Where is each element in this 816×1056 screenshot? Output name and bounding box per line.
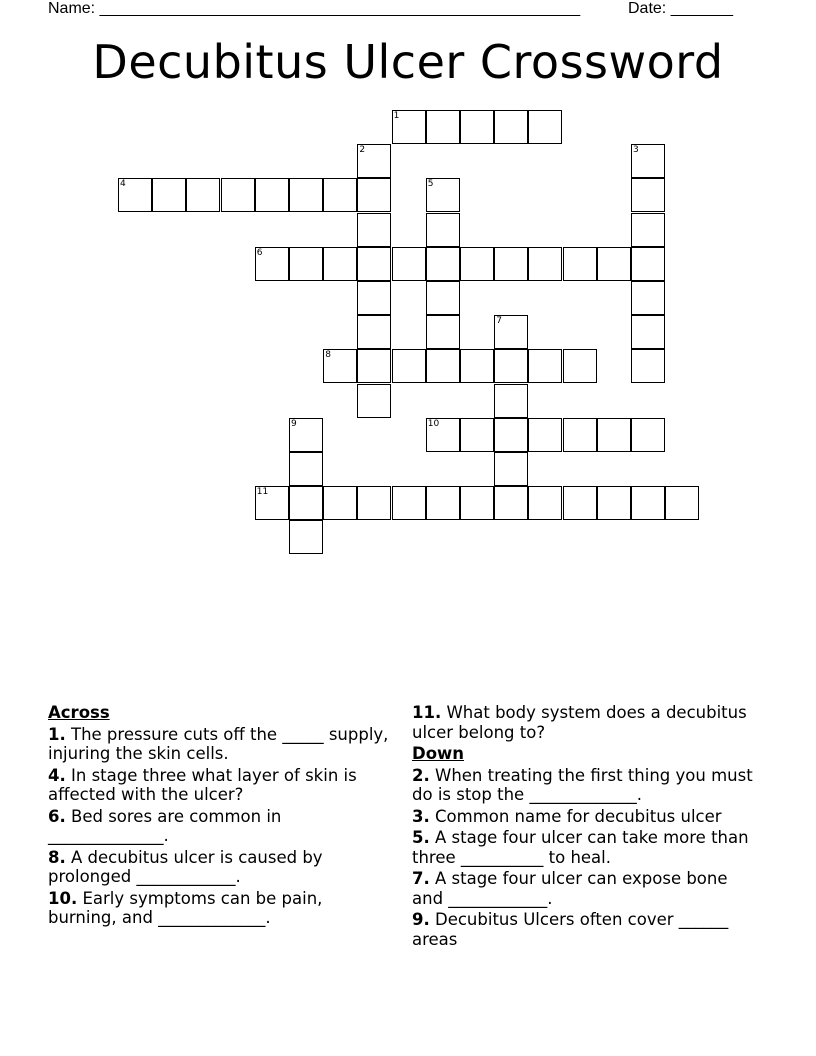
crossword-cell[interactable] (357, 315, 391, 349)
clue-text: When treating the first thing you must do is stop the _____________. (412, 765, 753, 804)
crossword-cell[interactable] (631, 418, 665, 452)
crossword-cell[interactable] (357, 144, 391, 178)
crossword-cell[interactable] (460, 486, 494, 520)
crossword-cell[interactable] (494, 384, 528, 418)
crossword-cell[interactable] (494, 315, 528, 349)
crossword-cell[interactable] (631, 281, 665, 315)
crossword-cell[interactable] (528, 349, 562, 383)
clue-number: 1. (48, 724, 66, 744)
clue-number-label: 8 (325, 350, 331, 361)
crossword-cell[interactable] (289, 452, 323, 486)
crossword-cell[interactable] (631, 315, 665, 349)
crossword-cell[interactable] (357, 349, 391, 383)
crossword-cell[interactable] (357, 384, 391, 418)
clue-text: A stage four ulcer can take more than three __________ to heal. (412, 828, 749, 867)
crossword-cell[interactable] (631, 144, 665, 178)
crossword-cell[interactable] (563, 418, 597, 452)
crossword-cell[interactable] (460, 418, 494, 452)
crossword-cell[interactable] (563, 247, 597, 281)
crossword-cell[interactable] (152, 178, 186, 212)
crossword-cell[interactable] (597, 418, 631, 452)
clue-text: The pressure cuts off the _____ supply, injuring the skin cells. (48, 724, 389, 763)
crossword-cell[interactable] (323, 178, 357, 212)
crossword-cell[interactable] (494, 247, 528, 281)
across-clue-4 (48, 766, 393, 805)
crossword-cell[interactable] (631, 486, 665, 520)
clue-text: Decubitus Ulcers often cover ______ areas (412, 910, 729, 949)
crossword-cell[interactable] (426, 247, 460, 281)
crossword-cell[interactable] (460, 349, 494, 383)
crossword-cell[interactable] (631, 247, 665, 281)
crossword-cell[interactable] (255, 486, 289, 520)
crossword-cell[interactable] (186, 178, 220, 212)
crossword-cell[interactable] (494, 349, 528, 383)
clue-number-label: 6 (256, 247, 263, 258)
crossword-cell[interactable] (323, 486, 357, 520)
clue-number-label: 1 (393, 111, 400, 121)
crossword-cell[interactable] (392, 349, 426, 383)
crossword-cell[interactable] (289, 247, 323, 281)
crossword-cell[interactable] (528, 418, 562, 452)
crossword-cell[interactable] (494, 452, 528, 486)
name-field[interactable]: Name: ______________________________________________________ (48, 0, 581, 17)
clue-number: 2. (412, 765, 430, 785)
clue-number: 3. (412, 806, 430, 826)
clue-number: 6. (48, 806, 66, 826)
clue-number-label: 7 (496, 316, 502, 327)
crossword-cell[interactable] (631, 178, 665, 212)
clue-number: 8. (48, 847, 66, 867)
crossword-cell[interactable] (528, 110, 562, 144)
clue-number: 4. (48, 765, 66, 785)
down-clue-3 (412, 807, 762, 827)
page-title: Decubitus Ulcer Crossword (92, 35, 724, 89)
across-clue-1 (48, 725, 393, 764)
crossword-cell[interactable] (255, 247, 289, 281)
crossword-cell[interactable] (118, 178, 152, 212)
clues-left-column (48, 703, 393, 930)
down-clue-9 (412, 910, 762, 949)
crossword-cell[interactable] (563, 486, 597, 520)
crossword-cell[interactable] (460, 247, 494, 281)
crossword-cell[interactable] (631, 349, 665, 383)
crossword-cell[interactable] (392, 486, 426, 520)
crossword-cell[interactable] (494, 110, 528, 144)
down-clue-7 (412, 869, 762, 908)
clue-text: What body system does a decubitus ulcer belong to? (412, 703, 747, 742)
date-field[interactable]: Date: _______ (628, 0, 733, 17)
crossword-cell[interactable] (631, 213, 665, 247)
clue-text: A stage four ulcer can expose bone and ____________. (412, 869, 728, 908)
crossword-cell[interactable] (528, 247, 562, 281)
crossword-cell[interactable] (494, 486, 528, 520)
crossword-cell[interactable] (528, 486, 562, 520)
crossword-cell[interactable] (392, 247, 426, 281)
clue-number-label: 9 (291, 418, 297, 429)
clue-text: Early symptoms can be pain, burning, and _____________. (48, 888, 323, 927)
clue-text: Common name for decubitus ulcer (435, 806, 722, 826)
crossword-cell[interactable] (426, 349, 460, 383)
crossword-cell[interactable] (221, 178, 255, 212)
across-clue-11 (412, 703, 762, 742)
clues-right-column (412, 703, 762, 951)
clue-number-label: 4 (120, 179, 126, 190)
clue-text: A decubitus ulcer is caused by prolonged ____________. (48, 847, 323, 886)
crossword-cell[interactable] (357, 486, 391, 520)
crossword-cell[interactable] (597, 486, 631, 520)
crossword-cell[interactable] (426, 281, 460, 315)
crossword-cell[interactable] (426, 418, 460, 452)
crossword-cell[interactable] (357, 281, 391, 315)
clue-number: 11. (412, 703, 442, 722)
crossword-cell[interactable] (289, 520, 323, 554)
crossword-cell[interactable] (289, 486, 323, 520)
crossword-cell[interactable] (460, 110, 494, 144)
crossword-cell[interactable] (392, 110, 426, 144)
across-clue-6 (48, 807, 393, 846)
clue-text: In stage three what layer of skin is affected with the ulcer? (48, 765, 357, 804)
down-heading: Down (412, 744, 465, 763)
clue-number: 7. (412, 869, 430, 888)
down-clue-2 (412, 766, 762, 805)
crossword-cell[interactable] (323, 247, 357, 281)
crossword-cell[interactable] (597, 247, 631, 281)
down-clue-5 (412, 828, 762, 867)
across-heading: Across (48, 703, 110, 722)
crossword-cell[interactable] (357, 178, 391, 212)
across-clue-8 (48, 848, 393, 887)
clue-number-label: 5 (427, 179, 434, 190)
crossword-cell[interactable] (426, 213, 460, 247)
crossword-cell[interactable] (665, 486, 699, 520)
crossword-cell[interactable] (323, 349, 357, 383)
crossword-cell[interactable] (289, 418, 323, 452)
crossword-cell[interactable] (426, 315, 460, 349)
crossword-cell[interactable] (357, 213, 391, 247)
crossword-cell[interactable] (426, 486, 460, 520)
clue-number-label: 3 (633, 145, 639, 156)
clue-number-label: 10 (427, 418, 440, 429)
crossword-cell[interactable] (289, 178, 323, 212)
clue-number-label: 11 (256, 487, 269, 498)
crossword-cell[interactable] (426, 178, 460, 212)
crossword-cell[interactable] (494, 418, 528, 452)
clue-number-label: 2 (359, 145, 366, 156)
clue-number: 10. (48, 888, 78, 908)
clue-number: 9. (412, 910, 430, 929)
clue-number: 5. (412, 828, 430, 847)
clue-text: Bed sores are common in ______________. (48, 806, 282, 845)
across-clue-10 (48, 889, 393, 928)
crossword-cell[interactable] (255, 178, 289, 212)
crossword-cell[interactable] (563, 349, 597, 383)
crossword-cell[interactable] (357, 247, 391, 281)
crossword-cell[interactable] (426, 110, 460, 144)
